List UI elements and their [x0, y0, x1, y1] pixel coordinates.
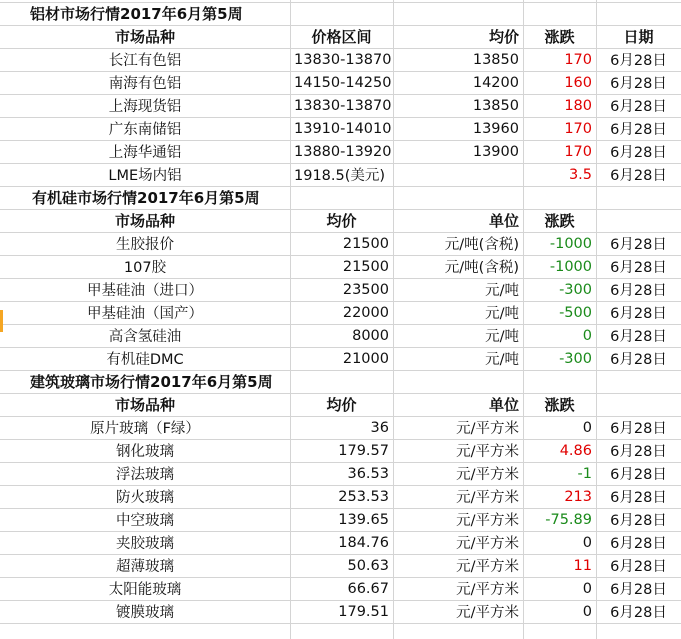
unit[interactable]: 元/平方米 — [456, 559, 519, 575]
table-row — [0, 301, 681, 324]
header-avg[interactable]: 均价 — [326, 212, 357, 230]
price-change[interactable]: 0 — [582, 534, 592, 551]
date[interactable]: 6月28日 — [610, 329, 667, 345]
price-change[interactable]: -75.89 — [545, 511, 592, 528]
unit[interactable]: 元/吨 — [485, 352, 519, 368]
table-row — [0, 531, 681, 554]
table-header-row — [0, 393, 681, 416]
date[interactable]: 6月28日 — [610, 490, 667, 506]
table-row — [0, 485, 681, 508]
date[interactable]: 6月28日 — [610, 513, 667, 529]
avg-price[interactable]: 139.65 — [338, 511, 389, 528]
header-market[interactable]: 市场品种 — [114, 212, 175, 230]
date[interactable]: 6月28日 — [610, 260, 667, 276]
header-unit[interactable]: 单位 — [488, 212, 519, 230]
avg-price[interactable]: 23500 — [342, 281, 389, 298]
date[interactable]: 6月28日 — [610, 76, 667, 92]
table-row — [0, 278, 681, 301]
avg-price[interactable]: 66.67 — [347, 580, 389, 597]
unit[interactable]: 元/吨 — [485, 329, 519, 345]
market-name[interactable]: 太阳能玻璃 — [108, 582, 182, 598]
price-range[interactable]: 13910-14010 — [294, 120, 392, 137]
price-change[interactable]: 11 — [573, 557, 592, 574]
table-row — [0, 71, 681, 94]
price-range[interactable]: 1918.5(美元) — [294, 168, 386, 184]
unit[interactable]: 元/平方米 — [456, 605, 519, 621]
header-market[interactable]: 市场品种 — [114, 28, 175, 46]
date[interactable]: 6月28日 — [610, 306, 667, 322]
unit[interactable]: 元/平方米 — [456, 421, 519, 437]
section-title-row — [0, 186, 681, 209]
unit[interactable]: 元/吨 — [485, 306, 519, 322]
market-name[interactable]: 原片玻璃（F绿） — [90, 421, 200, 437]
price-change[interactable]: -500 — [559, 304, 592, 321]
unit[interactable]: 元/吨 — [485, 283, 519, 299]
market-name[interactable]: 防火玻璃 — [116, 490, 174, 506]
avg-price[interactable]: 21500 — [342, 258, 389, 275]
price-change[interactable]: -300 — [559, 350, 592, 367]
price-change[interactable]: 170 — [564, 143, 592, 160]
table-row — [0, 324, 681, 347]
table-row — [0, 600, 681, 623]
header-range[interactable]: 价格区间 — [311, 28, 372, 46]
avg-price[interactable]: 179.57 — [338, 442, 389, 459]
avg-price[interactable]: 50.63 — [347, 557, 389, 574]
table-row — [0, 554, 681, 577]
table-row — [0, 140, 681, 163]
table-row — [0, 577, 681, 600]
date[interactable]: 6月28日 — [610, 605, 667, 621]
header-unit[interactable]: 单位 — [488, 396, 519, 414]
market-name[interactable]: LME场内铝 — [108, 168, 182, 184]
avg-price[interactable]: 21500 — [342, 235, 389, 252]
date[interactable]: 6月28日 — [610, 467, 667, 483]
table-header-row — [0, 209, 681, 232]
header-avg[interactable]: 均价 — [488, 28, 519, 46]
price-change[interactable]: -1 — [577, 465, 592, 482]
table-row — [0, 508, 681, 531]
price-change[interactable]: 0 — [582, 419, 592, 436]
table-row — [0, 462, 681, 485]
market-name[interactable]: 上海华通铝 — [108, 145, 182, 161]
table-row — [0, 416, 681, 439]
market-name[interactable]: 107胶 — [123, 260, 167, 276]
date[interactable]: 6月28日 — [610, 536, 667, 552]
table-row — [0, 48, 681, 71]
unit[interactable]: 元/吨(含税) — [444, 260, 519, 276]
price-range[interactable]: 13830-13870 — [294, 51, 392, 68]
price-change[interactable]: 170 — [564, 120, 592, 137]
section-title-row — [0, 2, 681, 25]
date[interactable]: 6月28日 — [610, 53, 667, 69]
header-date[interactable]: 日期 — [623, 28, 654, 46]
header-avg[interactable]: 均价 — [326, 396, 357, 414]
price-range[interactable]: 13830-13870 — [294, 97, 392, 114]
header-change[interactable]: 涨跌 — [544, 28, 575, 46]
avg-price[interactable]: 36.53 — [347, 465, 389, 482]
unit[interactable]: 元/平方米 — [456, 490, 519, 506]
avg-price[interactable]: 21000 — [342, 350, 389, 367]
avg-price[interactable]: 8000 — [352, 327, 389, 344]
avg-price[interactable]: 13900 — [472, 143, 519, 160]
market-name[interactable]: 长江有色铝 — [108, 53, 182, 69]
table-row — [0, 163, 681, 186]
header-market[interactable]: 市场品种 — [114, 396, 175, 414]
market-name[interactable]: 夹胶玻璃 — [116, 536, 174, 552]
date[interactable]: 6月28日 — [610, 99, 667, 115]
avg-price[interactable]: 13960 — [472, 120, 519, 137]
date[interactable]: 6月28日 — [610, 421, 667, 437]
avg-price[interactable]: 179.51 — [338, 603, 389, 620]
table-row — [0, 255, 681, 278]
table-row — [0, 94, 681, 117]
price-change[interactable]: 3.5 — [568, 166, 592, 183]
avg-price[interactable]: 22000 — [342, 304, 389, 321]
date[interactable]: 6月28日 — [610, 444, 667, 460]
avg-price[interactable] — [393, 163, 523, 186]
table-row — [0, 439, 681, 462]
header-change[interactable]: 涨跌 — [544, 212, 575, 230]
price-change[interactable]: 0 — [582, 580, 592, 597]
market-name[interactable]: 南海有色铝 — [108, 76, 182, 92]
date[interactable]: 6月28日 — [610, 559, 667, 575]
price-change[interactable]: 0 — [582, 327, 592, 344]
date[interactable]: 6月28日 — [610, 145, 667, 161]
market-name[interactable]: 上海现货铝 — [108, 99, 182, 115]
date[interactable]: 6月28日 — [610, 582, 667, 598]
unit[interactable]: 元/平方米 — [456, 444, 519, 460]
price-change[interactable]: 0 — [582, 603, 592, 620]
unit[interactable]: 元/平方米 — [456, 536, 519, 552]
price-range[interactable]: 13880-13920 — [294, 143, 392, 160]
market-name[interactable]: 甲基硅油（进口） — [87, 283, 203, 299]
market-name[interactable]: 有机硅DMC — [106, 352, 184, 368]
price-change[interactable]: 4.86 — [559, 442, 592, 459]
unit[interactable]: 元/吨(含税) — [444, 237, 519, 253]
section-title[interactable]: 有机硅市场行情2017年6月第5周 — [32, 189, 260, 207]
avg-price[interactable]: 253.53 — [338, 488, 389, 505]
market-name[interactable]: 钢化玻璃 — [116, 444, 174, 460]
market-name[interactable]: 生胶报价 — [116, 237, 174, 253]
avg-price[interactable]: 36 — [370, 419, 389, 436]
market-name[interactable]: 高含氢硅油 — [108, 329, 182, 345]
table-row — [0, 232, 681, 255]
date[interactable]: 6月28日 — [610, 122, 667, 138]
avg-price[interactable]: 13850 — [472, 51, 519, 68]
date[interactable]: 6月28日 — [610, 352, 667, 368]
section-title[interactable]: 铝材市场行情2017年6月第5周 — [30, 5, 243, 23]
price-change[interactable]: 180 — [564, 97, 592, 114]
market-name[interactable]: 广东南储铝 — [108, 122, 182, 138]
price-range[interactable]: 14150-14250 — [294, 74, 392, 91]
market-name[interactable]: 超薄玻璃 — [116, 559, 174, 575]
avg-price[interactable]: 13850 — [472, 97, 519, 114]
unit[interactable]: 元/平方米 — [456, 513, 519, 529]
market-name[interactable]: 镀膜玻璃 — [116, 605, 174, 621]
price-change[interactable]: 170 — [564, 51, 592, 68]
unit[interactable]: 元/平方米 — [456, 467, 519, 483]
price-change[interactable]: 160 — [564, 74, 592, 91]
table-row — [0, 117, 681, 140]
price-change[interactable]: -300 — [559, 281, 592, 298]
market-name[interactable]: 浮法玻璃 — [116, 467, 174, 483]
price-change[interactable]: 213 — [564, 488, 592, 505]
date[interactable]: 6月28日 — [610, 237, 667, 253]
date[interactable]: 6月28日 — [610, 168, 667, 184]
date[interactable]: 6月28日 — [610, 283, 667, 299]
table-header-row — [0, 25, 681, 48]
section-title[interactable]: 建筑玻璃市场行情2017年6月第5周 — [30, 373, 273, 391]
market-name[interactable]: 甲基硅油（国产） — [87, 306, 203, 322]
price-change[interactable]: -1000 — [549, 258, 592, 275]
header-change[interactable]: 涨跌 — [544, 396, 575, 414]
unit[interactable]: 元/平方米 — [456, 582, 519, 598]
section-title-row — [0, 370, 681, 393]
avg-price[interactable]: 184.76 — [338, 534, 389, 551]
market-name[interactable]: 中空玻璃 — [116, 513, 174, 529]
price-change[interactable]: -1000 — [549, 235, 592, 252]
table-row — [0, 347, 681, 370]
avg-price[interactable]: 14200 — [472, 74, 519, 91]
